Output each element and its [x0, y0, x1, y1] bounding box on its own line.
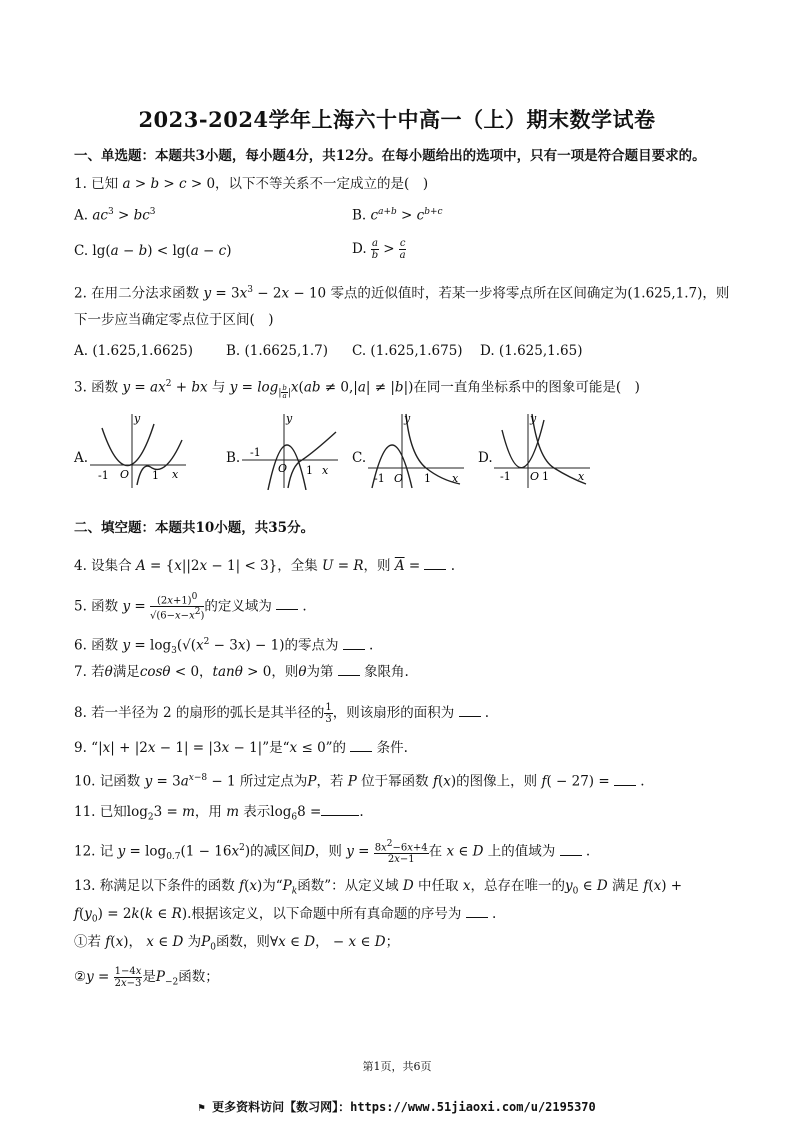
- y-axis-label: y: [134, 412, 141, 425]
- tick-one: 1: [424, 472, 431, 485]
- question-1-option-b[interactable]: B. $c^{a+b} > c^{b+c}$: [352, 207, 443, 224]
- x-axis-label: x: [322, 464, 329, 477]
- answer-blank[interactable]: [560, 843, 582, 856]
- question-3-graph-a[interactable]: [88, 410, 188, 490]
- answer-blank[interactable]: [276, 597, 298, 610]
- question-8: 8. 若一半径为 2 的扇形的弧长是其半径的 $\frac{1}{3}$ ，则该扇形的面积为 .: [74, 702, 490, 725]
- question-2-option-b[interactable]: B. (1.6625,1.7): [226, 343, 329, 359]
- origin-label: O: [278, 462, 288, 475]
- question-13-line1: 13. 称满足以下条件的函数 f(x)为“$P_k$函数”：从定义域 D 中任取 x，总存在唯一的$y_0$ ∈ D 满足 f(x) +: [74, 878, 683, 897]
- question-7: 7. 若θ满足cosθ < 0，tanθ > 0，则θ为第 象限角.: [74, 664, 409, 680]
- origin-label: O: [530, 470, 540, 483]
- tick-one: 1: [306, 464, 313, 477]
- question-1-option-c[interactable]: C. lg(a − b) < lg(a − c): [74, 243, 232, 259]
- origin-label: O: [120, 468, 130, 481]
- question-2-option-d[interactable]: D. (1.625,1.65): [480, 343, 583, 359]
- y-axis-label: y: [286, 412, 293, 425]
- question-1-option-a[interactable]: A. $ac^3 > bc^3$: [74, 207, 156, 224]
- answer-blank[interactable]: [350, 739, 372, 752]
- tick-neg-one: -1: [250, 446, 261, 459]
- answer-blank[interactable]: [424, 557, 446, 570]
- flag-icon: ⚑: [198, 1101, 205, 1114]
- x-axis-label: x: [578, 470, 585, 483]
- tick-neg-one: -1: [500, 470, 511, 483]
- banner-text: 更多资料访问【数习网】：https://www.51jiaoxi.com/u/2195370: [212, 1100, 596, 1114]
- question-3-option-a-label: A.: [74, 450, 89, 466]
- question-2-stem-line2: 下一步应当确定零点位于区间( ): [74, 312, 274, 328]
- tick-one: 1: [542, 470, 549, 483]
- y-axis-label: y: [404, 412, 411, 425]
- x-axis-label: x: [452, 472, 459, 485]
- question-1-stem: 1. 已知 a > b > c > 0，以下不等关系不一定成立的是( ): [74, 176, 429, 192]
- tick-neg-one: -1: [374, 472, 385, 485]
- question-3-option-b-label: B.: [226, 450, 241, 466]
- question-3-stem: 3. 函数 $y = ax^2$ + bx 与 $y = \log_{| \frac{b}{a} |}x(ab \ne 0,|a| \ne |b|)$在同一直角坐标系中的图象可能是( ): [74, 379, 640, 401]
- answer-blank[interactable]: [338, 663, 360, 676]
- tick-one: 1: [152, 469, 159, 482]
- answer-blank[interactable]: [466, 905, 488, 918]
- page-title: 2023-2024学年上海六十中高一（上）期末数学试卷: [138, 107, 656, 132]
- question-13-item-1: ①若 f(x)， x ∈ D 为$P_0$函数，则∀x ∈ D， − x ∈ D；: [74, 934, 400, 953]
- question-4: 4. 设集合 A = {x||2x − 1| < 3}，全集 U = R，则 $\overline{A}$ = .: [74, 558, 456, 574]
- question-2-option-c[interactable]: C. (1.625,1.675): [352, 343, 463, 359]
- question-5: 5. 函数 y = $\frac{(2x+1)^0}{√(6-x-x^2)}$ 的定义域为 .: [74, 592, 307, 622]
- question-11: 11. 已知$\log_23 = m$，用 m 表示$\log_68$ = .: [74, 804, 364, 823]
- answer-blank[interactable]: [459, 704, 481, 717]
- answer-blank[interactable]: [321, 803, 359, 816]
- question-2-option-a[interactable]: A. (1.625,1.6625): [74, 343, 194, 359]
- question-13-item-2: ②y = $\frac{1-4x}{2x-3}$ 是$P_{-2}$函数；: [74, 966, 219, 989]
- question-1-option-d[interactable]: D. $\frac{a}{b}$ > $\frac{c}{a}$: [352, 238, 406, 261]
- question-12: 12. 记 $y = \log_{0.7}(1 - 16x^2)$的减区间D，则 y = $\frac{8x^2-6x+4}{2x-1}$ 在 x ∈ D 上的值域为 .: [74, 838, 591, 866]
- question-3-graph-c[interactable]: [366, 410, 466, 490]
- answer-blank[interactable]: [614, 773, 636, 786]
- parabola-curve: [102, 424, 154, 466]
- question-9: 9. “|x| + |2x − 1| = |3x − 1|”是“x ≤ 0”的 条件.: [74, 740, 408, 756]
- y-axis-label: y: [530, 412, 537, 425]
- section-fill-blank-heading: 二、填空题：本题共10小题，共35分。: [74, 520, 315, 536]
- question-3-graph-b[interactable]: [240, 410, 340, 490]
- question-3-option-d-label: D.: [478, 450, 493, 466]
- tick-neg-one: -1: [98, 469, 109, 482]
- question-6: 6. 函数 $y = \log_3(√(x^2 - 3x) - 1)$的零点为 .: [74, 637, 374, 657]
- x-axis-label: x: [172, 468, 179, 481]
- answer-blank[interactable]: [343, 637, 365, 650]
- question-3-option-c-label: C.: [352, 450, 367, 466]
- resource-banner-link[interactable]: [0, 1098, 794, 1115]
- origin-label: O: [394, 472, 404, 485]
- question-13-line2: $f(y_0) = 2k(k$ ∈ R).根据该定义，以下命题中所有真命题的序号为 .: [74, 906, 497, 925]
- page-number-footer: 第1页，共6页: [362, 1060, 432, 1073]
- question-2-stem-line1: 2. 在用二分法求函数 $y = 3x^3 - 2x - 10$ 零点的近似值时，若某一步将零点所在区间确定为(1.625,1.7)，则: [74, 285, 730, 302]
- question-3-graph-d[interactable]: [492, 410, 592, 490]
- question-10: 10. 记函数 $y = 3a^{x-8} - 1$ 所过定点为P，若 P 位于幂函数 f(x)的图像上，则 f( − 27) = .: [74, 773, 645, 790]
- section-single-choice-heading: 一、单选题：本题共3小题，每小题4分，共12分。在每小题给出的选项中，只有一项是符合题目要求的。: [74, 148, 706, 164]
